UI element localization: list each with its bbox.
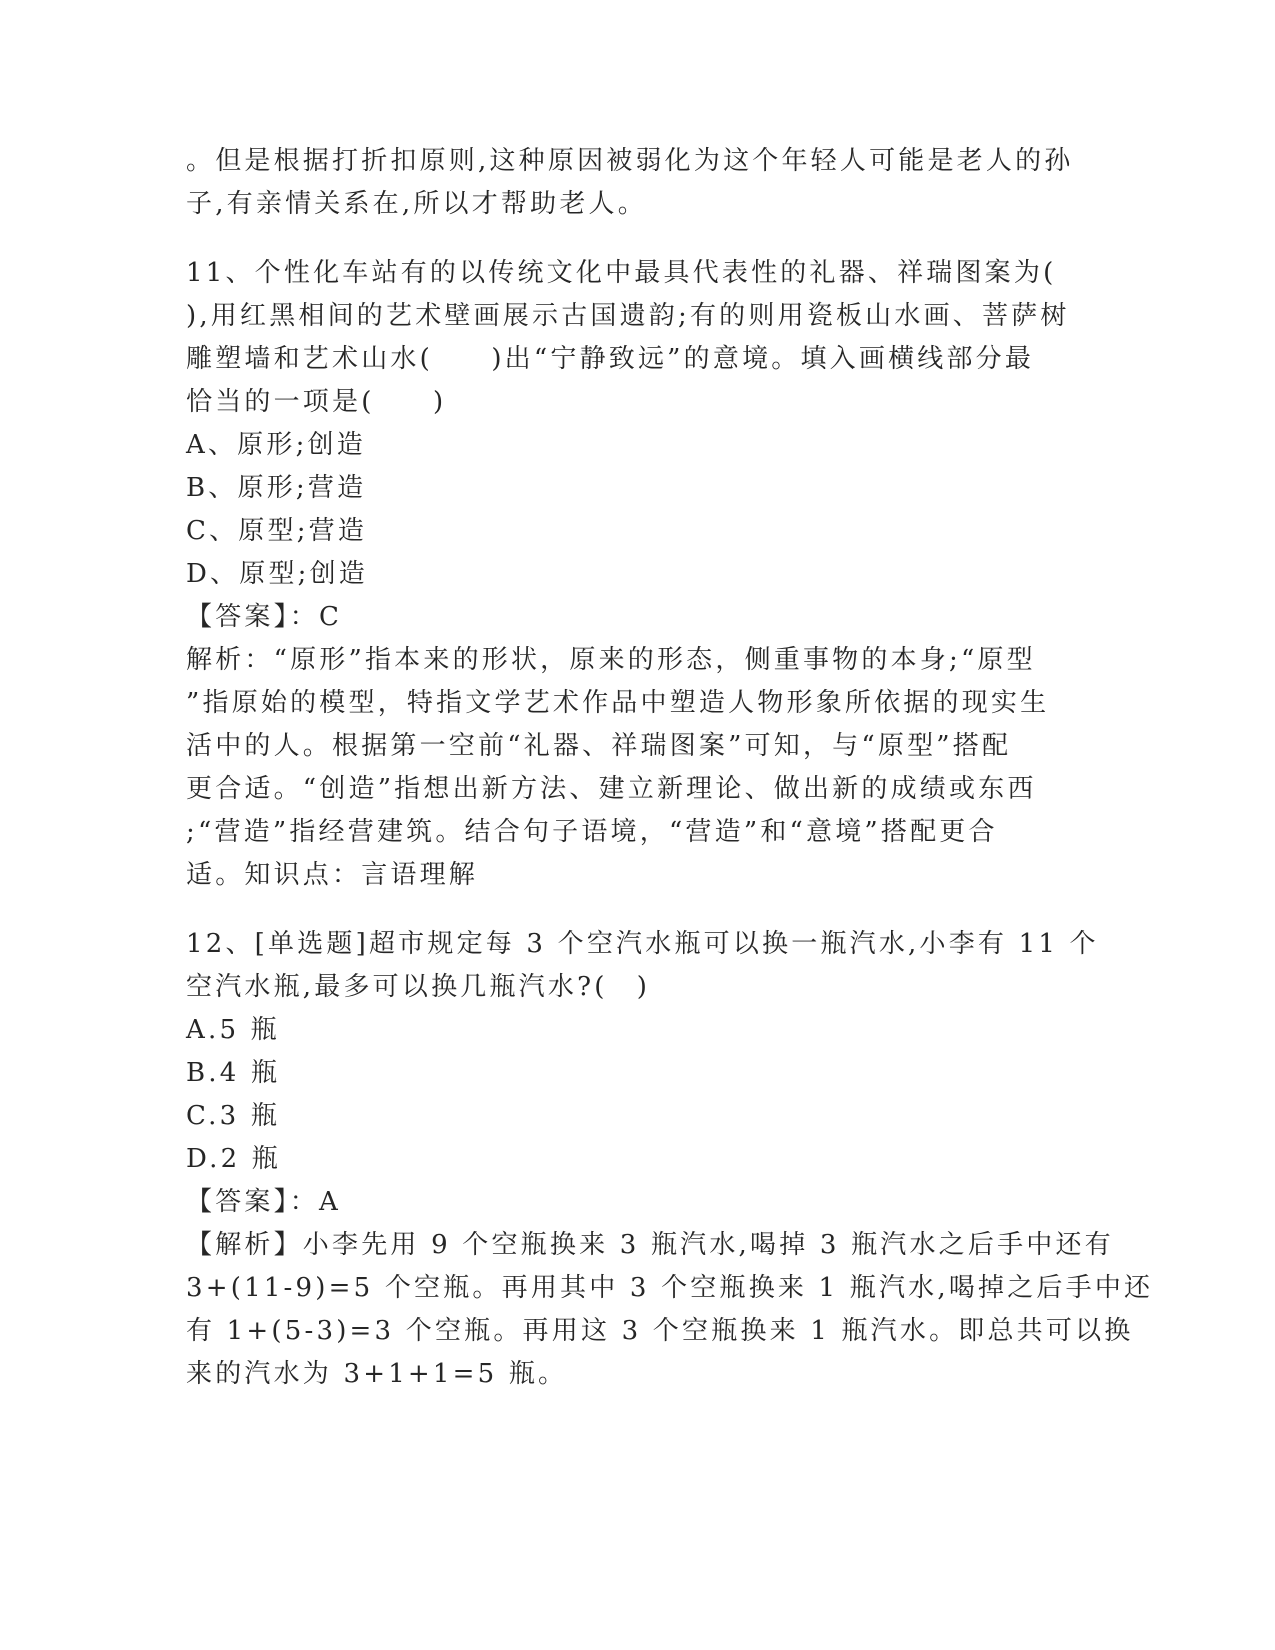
answer-line: 【答案】：C [186,602,343,632]
analysis [186,1224,1154,1396]
paragraph-gap [186,897,1086,923]
analysis-line: 活中的人。根据第一空前“礼器、祥瑞图案”可知，与“原型”搭配 [186,731,1012,761]
stem-line: 恰当的一项是( ) [186,387,447,417]
analysis-line: ;“营造”指经营建筑。结合句子语境，“营造”和“意境”搭配更合 [186,817,998,847]
option-list [186,424,1086,596]
stem-line: 12、[单选题]超市规定每 3 个空汽水瓶可以换一瓶汽水,小李有 11 个 [186,929,1099,959]
stem-line: 雕塑墙和艺术山水( )出“宁静致远”的意境。填入画横线部分最 [186,344,1035,374]
paragraph-gap [186,226,1086,252]
question-stem [186,923,1099,1009]
analysis [186,639,1086,897]
option-c: C.3 瓶 [186,1101,281,1131]
analysis-line: 有 1+(5-3)=3 个空瓶。再用这 3 个空瓶换来 1 瓶汽水。即总共可以换 [186,1316,1134,1346]
intro-paragraph [186,140,1086,226]
option-list [186,1009,1086,1181]
analysis-line: 适。知识点：言语理解 [186,860,479,890]
question-stem [186,252,1086,424]
analysis-line: 解析：“原形”指本来的形状，原来的形态，侧重事物的本身;“原型 [186,645,1036,675]
text-line: 子,有亲情关系在,所以才帮助老人。 [186,189,647,219]
stem-line: 空汽水瓶,最多可以换几瓶汽水?( ) [186,972,651,1002]
analysis-line: 更合适。“创造”指想出新方法、建立新理论、做出新的成绩或东西 [186,774,1037,804]
text-line: 。但是根据打折扣原则,这种原因被弱化为这个年轻人可能是老人的孙 [186,146,1074,176]
option-b: B、原形;营造 [186,473,367,503]
stem-line: 11、个性化车站有的以传统文化中最具代表性的礼器、祥瑞图案为( [186,258,1057,288]
option-a: A.5 瓶 [186,1015,280,1045]
analysis-line: 来的汽水为 3+1+1=5 瓶。 [186,1359,568,1389]
analysis-line: ”指原始的模型，特指文学艺术作品中塑造人物形象所依据的现实生 [186,688,1050,718]
option-c: C、原型;营造 [186,516,368,546]
question-12 [186,923,1154,1396]
analysis-line: 【解析】小李先用 9 个空瓶换来 3 瓶汽水,喝掉 3 瓶汽水之后手中还有 [186,1230,1114,1260]
answer-line: 【答案】：A [186,1187,341,1217]
stem-line: ),用红黑相间的艺术壁画展示古国遗韵;有的则用瓷板山水画、菩萨树 [186,301,1070,331]
option-d: D.2 瓶 [186,1144,281,1174]
document-page [186,140,1154,1396]
option-b: B.4 瓶 [186,1058,281,1088]
analysis-line: 3+(11-9)=5 个空瓶。再用其中 3 个空瓶换来 1 瓶汽水,喝掉之后手中还 [186,1273,1154,1303]
question-11 [186,252,1086,897]
option-d: D、原型;创造 [186,559,369,589]
option-a: A、原形;创造 [186,430,366,460]
